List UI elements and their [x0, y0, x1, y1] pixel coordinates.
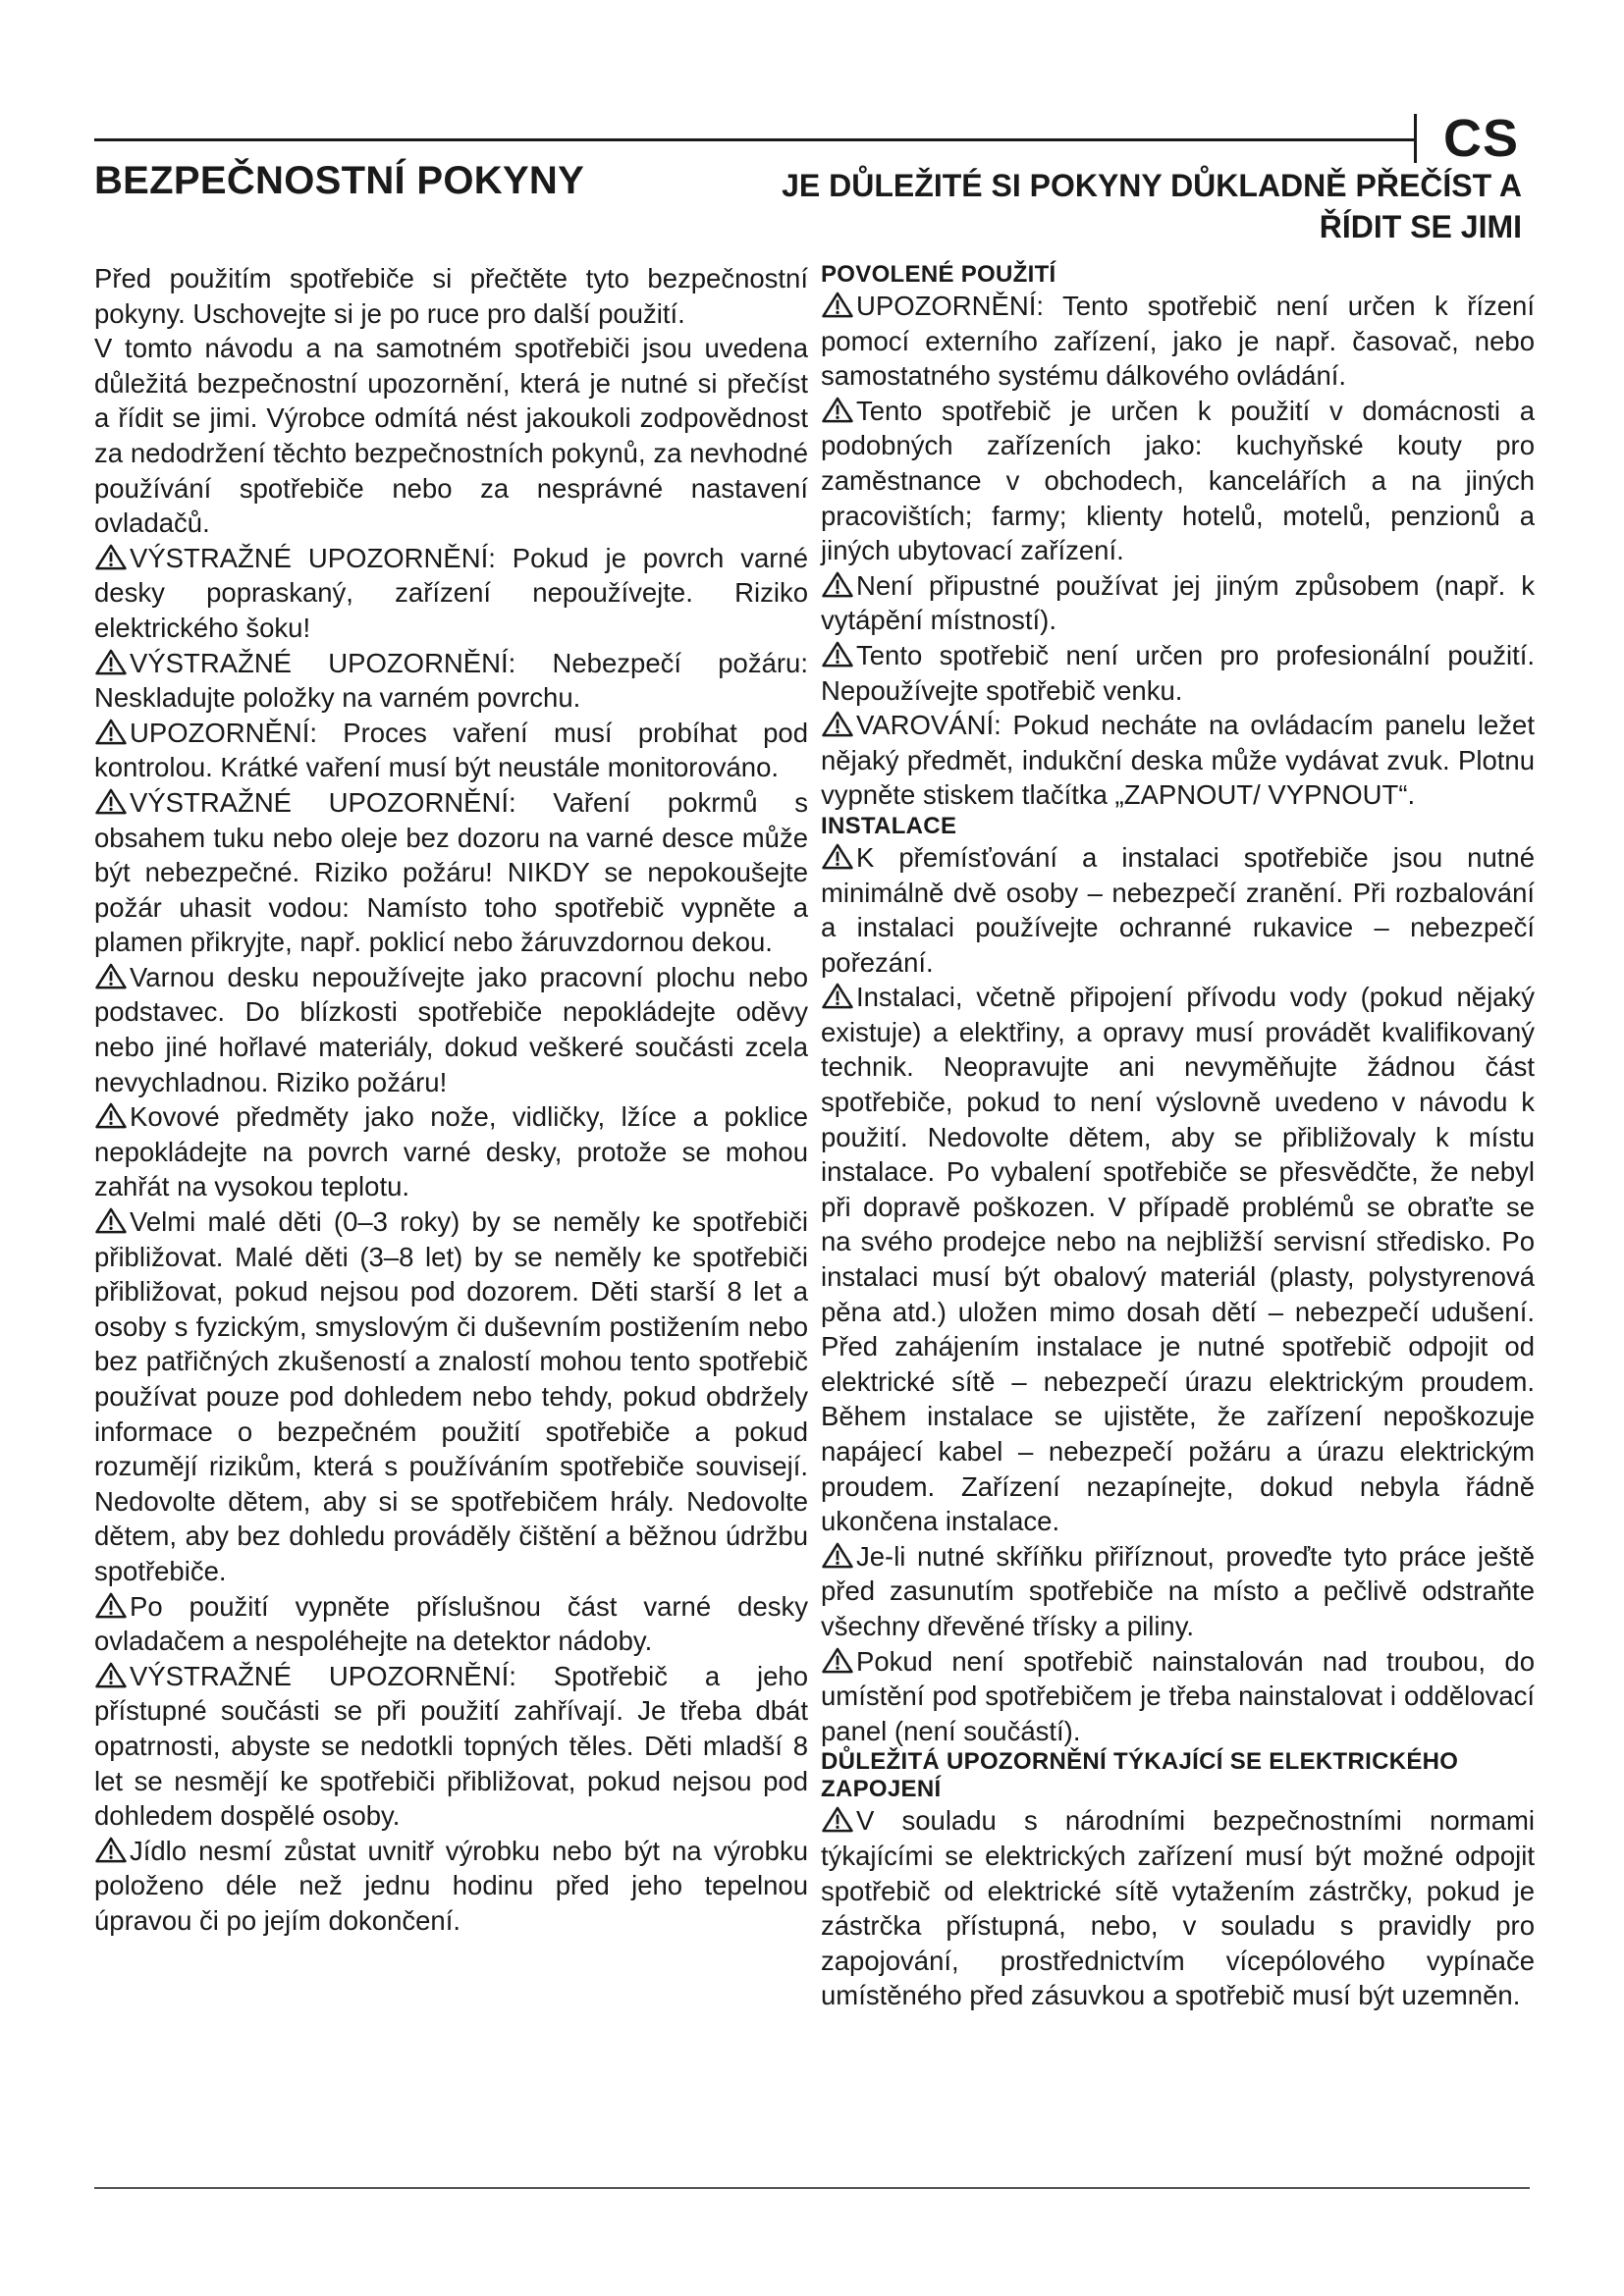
warning-triangle-icon — [821, 1647, 854, 1674]
paragraph-text: K přemísťování a instalaci spotřebiče jsou nutné minimálně dvě osoby – nebezpečí zranění. Při rozbalování a instalaci používejte ochranné rukavice – nebezpečí pořezání. — [821, 841, 1535, 978]
footer-rule — [94, 2187, 1530, 2189]
paragraph-text: VÝSTRAŽNÉ UPOZORNĚNÍ: Vaření pokrmů s obsahem tuku nebo oleje bez dozoru na varné desce může být nebezpečné. Riziko požáru! NIKDY se nepokoušejte požár uhasit vodou: Namísto toho spotřebič vypněte a plamen přikryjte, např. poklicí nebo žáruvzdornou dekou. — [94, 786, 808, 958]
paragraph-text: Instalaci, včetně připojení přívodu vody (pokud nějaký existuje) a elektřiny, a opravy musí provádět kvalifikovaný technik. Neopravujte ani nevyměňujte žádnou část spotřebiče, pokud to není výslovně uvedeno v návodu k použití. Nedovolte dětem, aby se přibližovaly k místu instalace. Po vybalení spotřebiče se přesvědčte, že nebyl při dopravě poškozen. V případě problémů se obraťte se na svého prodejce nebo na nejbližší servisní středisko. Po instalaci musí být obalový materiál (plasty, polystyrenová pěna atd.) uložen mimo dosah dětí – nebezpečí udušení. Před zahájením instalace je nutné spotřebič odpojit od elektrické sítě – nebezpečí úrazu elektrickým proudem. Během instalace se ujistěte, že zařízení nepoškozuje napájecí kabel – nebezpečí požáru a úrazu elektrickým proudem. Zařízení nezapínejte, dokud nebyla řádně ukončena instalace. — [821, 982, 1535, 1537]
warning-triangle-icon — [821, 292, 854, 318]
warning-paragraph — [821, 708, 1535, 813]
warning-triangle-icon — [94, 788, 128, 815]
paragraph-text: INSTALACE — [821, 812, 957, 839]
paragraph-text: Je-li nutné skříňku přiříznout, proveďte tyto práce ještě před zasunutím spotřebiče na místo a pečlivě odstraňte všechny dřevěné třísky a piliny. — [821, 1540, 1535, 1641]
paragraph-text: Není připustné používat jej jiným způsobem (např. k vytápění místností). — [821, 569, 1535, 636]
warning-paragraph — [821, 980, 1535, 1539]
paragraph-text: VÝSTRAŽNÉ UPOZORNĚNÍ: Nebezpečí požáru: Neskladujte položky na varném povrchu. — [94, 647, 808, 714]
warning-paragraph — [94, 1589, 808, 1659]
paragraph-text: UPOZORNĚNÍ: Proces vaření musí probíhat pod kontrolou. Krátké vaření musí být neustále monitorováno. — [94, 717, 808, 783]
warning-paragraph — [821, 289, 1535, 394]
paragraph-text: POVOLENÉ POUŽITÍ — [821, 261, 1056, 288]
paragraph-text: Tento spotřebič není určen pro profesionální použití. Nepoužívejte spotřebič venku. — [821, 639, 1535, 706]
warning-triangle-icon — [94, 649, 128, 675]
warning-triangle-icon — [821, 571, 854, 598]
warning-paragraph — [821, 394, 1535, 568]
warning-paragraph — [94, 541, 808, 646]
paragraph-text: VÝSTRAŽNÉ UPOZORNĚNÍ: Spotřebič a jeho přístupné součásti se při použití zahřívají. Je třeba dbát opatrnosti, abyste se nedotkli topných těles. Děti mladší 8 let se nesmějí ke spotřebiči přibližovat, pokud nejsou pod dohledem dospělé osoby. — [94, 1660, 808, 1832]
paragraph-text: Po použití vypněte příslušnou část varné desky ovladačem a nespoléhejte na detektor nádoby. — [94, 1590, 808, 1657]
warning-paragraph — [94, 1659, 808, 1834]
warning-paragraph — [821, 840, 1535, 980]
warning-triangle-icon — [821, 843, 854, 870]
warning-triangle-icon — [821, 983, 854, 1009]
warning-triangle-icon — [94, 1207, 128, 1234]
warning-paragraph — [94, 646, 808, 716]
paragraph-text: DŮLEŽITÁ UPOZORNĚNÍ TÝKAJÍCÍ SE ELEKTRICKÉHO ZAPOJENÍ — [821, 1748, 1459, 1803]
paragraph-text: UPOZORNĚNÍ: Tento spotřebič není určen k řízení pomocí externího zařízení, jako je např. časovač, nebo samostatného systému dálkového ovládání. — [821, 291, 1535, 392]
warning-triangle-icon — [821, 1806, 854, 1833]
page-title: BEZPEČNOSTNÍ POKYNY — [94, 159, 585, 202]
content-columns — [94, 261, 1535, 2185]
paragraph-text: VÝSTRAŽNÉ UPOZORNĚNÍ: Pokud je povrch varné desky popraskaný, zařízení nepoužívejte. Riziko elektrického šoku! — [94, 542, 808, 643]
paragraph-text: Tento spotřebič je určen k použití v domácnosti a podobných zařízeních jako: kuchyňské kouty pro zaměstnance v obchodech, kancelářích a na jiných pracovištích; farmy; klienty hotelů, motelů, penzionů a jiných ubytovací zařízení. — [821, 395, 1535, 566]
warning-triangle-icon — [94, 1837, 128, 1863]
paragraph-text: V souladu s národními bezpečnostními normami týkajícími se elektrických zařízení musí být možné odpojit spotřebič od elektrické sítě vytažením zástrčky, pokud je zástrčka přístupná, nebo, v souladu s pravidly pro zapojování, prostřednictvím vícepólového vypínače umístěného před zásuvkou a spotřebič musí být uzemněn. — [821, 1805, 1535, 2011]
paragraph-text: Před použitím spotřebiče si přečtěte tyto bezpečnostní pokyny. Uschovejte si je po ruce pro další použití. — [94, 263, 808, 329]
section-heading — [821, 261, 1535, 289]
warning-triangle-icon — [94, 963, 128, 989]
section-heading — [821, 813, 1535, 840]
page-subtitle: JE DŮLEŽITÉ SI POKYNY DŮKLADNĚ PŘEČÍST A ŘÍDIT SE JIMI — [782, 168, 1522, 244]
warning-triangle-icon — [821, 641, 854, 667]
paragraph-text: Velmi malé děti (0–3 roky) by se neměly ke spotřebiči přibližovat. Malé děti (3–8 let) by se neměly ke spotřebiči přibližovat, pokud nejsou pod dozorem. Děti starší 8 let a osoby s fyzickým, smyslovým či duševním postižením nebo bez patřičných zkušeností a znalostí mohou tento spotřebič používat pouze pod dohledem nebo tehdy, pokud obdržely informace o bezpečném použití spotřebiče a pokud rozumějí rizikům, která s používáním spotřebiče souvisejí. Nedovolte dětem, aby si se spotřebičem hrály. Nedovolte dětem, aby bez dohledu prováděly čištění a běžnou údržbu spotřebiče. — [94, 1206, 808, 1586]
warning-paragraph — [94, 1099, 808, 1204]
paragraph-text: V tomto návodu a na samotném spotřebiči jsou uvedena důležitá bezpečnostní upozornění, která je nutné si přečíst a řídit se jimi. Výrobce odmítá nést jakoukoli zodpovědnost za nedodržení těchto bezpečnostních pokynů, za nevhodné používání spotřebiče nebo za nesprávné nastavení ovladačů. — [94, 333, 808, 539]
right-column — [821, 261, 1535, 2013]
warning-paragraph — [821, 568, 1535, 638]
warning-triangle-icon — [821, 397, 854, 423]
language-divider — [1414, 114, 1417, 163]
paragraph — [94, 261, 808, 331]
warning-paragraph — [821, 1539, 1535, 1644]
warning-triangle-icon — [94, 544, 128, 570]
section-heading — [821, 1748, 1535, 1803]
warning-triangle-icon — [821, 1542, 854, 1569]
paragraph — [94, 331, 808, 541]
paragraph-text: VAROVÁNÍ: Pokud necháte na ovládacím panelu ležet nějaký předmět, indukční deska může vydávat zvuk. Plotnu vypněte stiskem tlačítka „ZAPNOUT/ VYPNOUT“. — [821, 710, 1535, 811]
paragraph-text: Pokud není spotřebič nainstalován nad troubou, do umístění pod spotřebičem je třeba nainstalovat i oddělovací panel (není součástí). — [821, 1645, 1535, 1746]
paragraph-text: Varnou desku nepoužívejte jako pracovní plochu nebo podstavec. Do blízkosti spotřebiče nepokládejte oděvy nebo jiné hořlavé materiály, dokud veškeré součásti zcela nevychladnou. Riziko požáru! — [94, 961, 808, 1097]
warning-paragraph — [94, 960, 808, 1099]
warning-paragraph — [94, 785, 808, 960]
warning-paragraph — [94, 1834, 808, 1939]
warning-paragraph — [821, 1644, 1535, 1749]
warning-triangle-icon — [94, 1662, 128, 1688]
warning-paragraph — [821, 638, 1535, 708]
warning-paragraph — [94, 1204, 808, 1589]
warning-paragraph — [94, 716, 808, 785]
warning-triangle-icon — [94, 719, 128, 745]
warning-triangle-icon — [94, 1102, 128, 1129]
warning-triangle-icon — [94, 1592, 128, 1619]
paragraph-text: Jídlo nesmí zůstat uvnitř výrobku nebo být na výrobku položeno déle než jednu hodinu před jeho tepelnou úpravou či po jejím dokončení. — [94, 1835, 808, 1936]
language-code: CS — [1443, 109, 1520, 168]
warning-triangle-icon — [821, 711, 854, 737]
header-rule — [94, 138, 1414, 141]
paragraph-text: Kovové předměty jako nože, vidličky, lžíce a poklice nepokládejte na povrch varné desky, protože se mohou zahřát na vysokou teplotu. — [94, 1101, 808, 1202]
left-column — [94, 261, 808, 1939]
warning-paragraph — [821, 1803, 1535, 2013]
